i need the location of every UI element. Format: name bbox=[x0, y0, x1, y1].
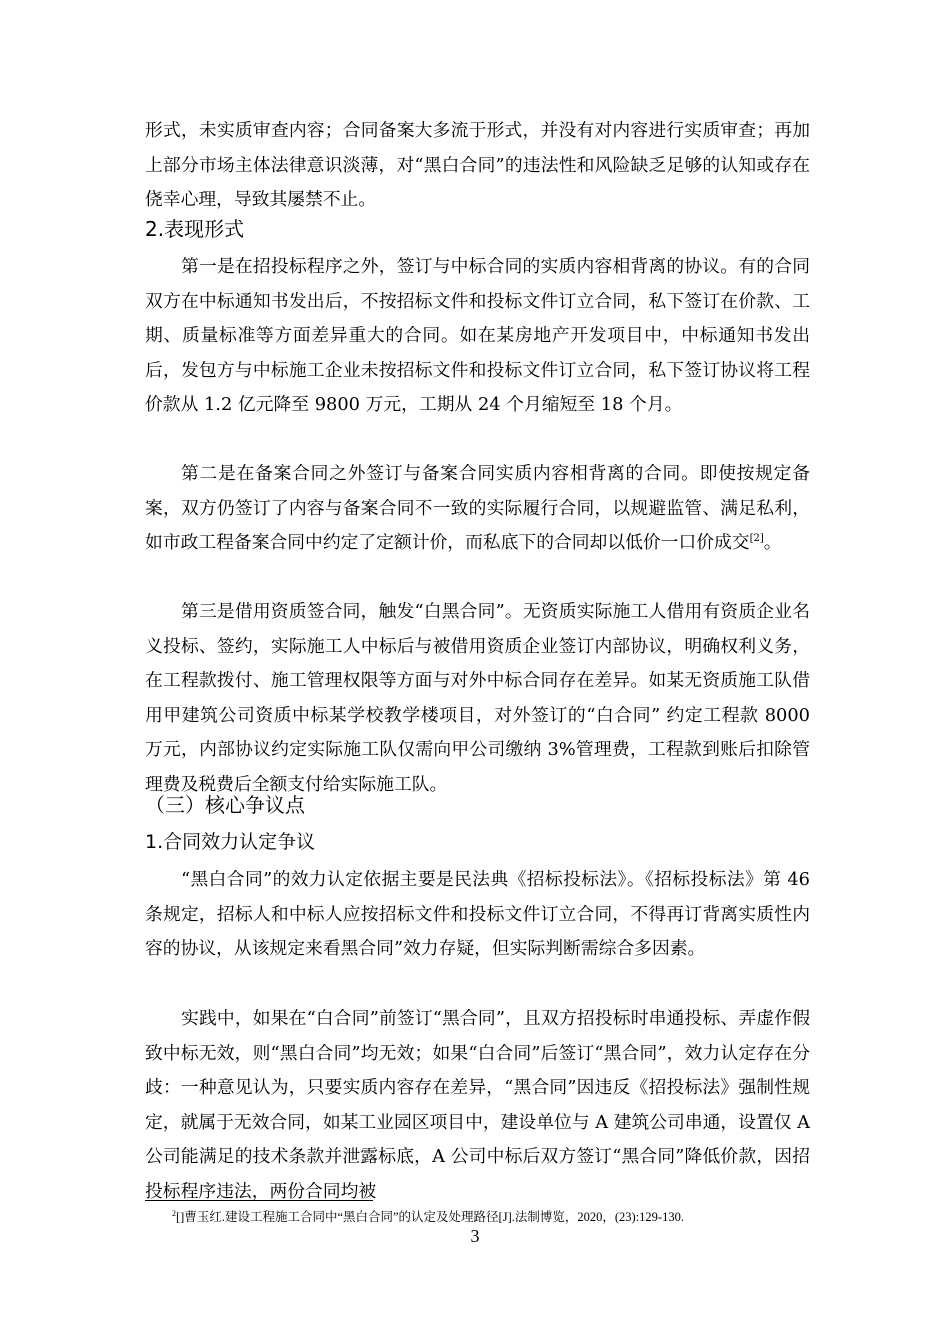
paragraph-practice: 实践中，如果在“白合同”前签订“黑合同”，且双方招投标时串通投标、弄虚作假致中标无效，则“黑白合同”均无效；如果“白合同”后签订“黑合同”，效力认定存在分歧：一种意见认为，只要实质内容存在差异，“黑合同”因违反《招投标法》强制性规定，就属于无效合同，如某工业园区项目中，建设单位与 A 建筑公司串通，设置仅 A 公司能满足的技术条款并泄露标底，A 公司中标后双方签订“黑合同”降低价款，因招投标程序违法，两份合同均被 bbox=[145, 1008, 810, 1202]
paragraph-form-two bbox=[145, 457, 810, 561]
subsection-heading-validity: 1.合同效力认定争议 bbox=[145, 831, 316, 853]
paragraph-form-three: 第三是借用资质签合同，触发“白黑合同”。无资质实际施工人借用有资质企业名义投标、签约，实际施工人中标后与被借用资质企业签订内部协议，明确权利义务，在工程款拨付、施工管理权限等方面与对外中标合同存在差异。如某无资质施工队借用甲建筑公司资质中标某学校教学楼项目，对外签订的“白合同” 约定工程款 8000 万元，内部协议约定实际施工队仅需向甲公司缴纳 3%管理费，工程款到账后扣除管理费及税费后全额支付给实际施工队。 bbox=[145, 601, 810, 795]
citation-ref: [2] bbox=[749, 533, 764, 545]
page-number: 3 bbox=[470, 1226, 480, 1246]
section-heading-core-disputes: （三）核心争议点 bbox=[145, 793, 305, 817]
paragraph-validity-basis: “黑白合同”的效力认定依据主要是民法典《招标投标法》。《招标投标法》第 46 条规定，招标人和中标人应按招标文件和投标文件订立合同，不得再订背离实质性内容的协议，从该规定来看黑合同”效力存疑，但实际判断需综合多因素。 bbox=[145, 869, 810, 959]
paragraph-form-one: 第一是在招投标程序之外，签订与中标合同的实质内容相背离的协议。有的合同双方在中标通知书发出后，不按招标文件和投标文件订立合同，私下签订在价款、工期、质量标准等方面差异重大的合同。如在某房地产开发项目中，中标通知书发出后，发包方与中标施工企业未按招标文件和投标文件订立合同，私下签订协议将工程价款从 1.2 亿元降至 9800 万元，工期从 24 个月缩短至 18 个月。 bbox=[145, 256, 810, 415]
section-heading-forms: 2.表现形式 bbox=[145, 217, 245, 241]
footnote-separator bbox=[145, 1200, 373, 1201]
paragraph-continued: 形式，未实质审查内容；合同备案大多流于形式，并没有对内容进行实质审查；再加上部分市场主体法律意识淡薄，对“黑白合同”的违法性和风险缺乏足够的认知或存在侥幸心理，导致其屡禁不止。 bbox=[145, 120, 810, 210]
footnote-text: []曹玉红.建设工程施工合同中“黑白合同”的认定及处理路径[J].法制博览，2020，(23):129-130. bbox=[176, 1210, 684, 1224]
footnote bbox=[172, 1209, 812, 1225]
footnote-mark: 2 bbox=[172, 1208, 176, 1218]
paragraph-form-two-end: 。 bbox=[763, 532, 782, 553]
paragraph-form-two-text: 第二是在备案合同之外签订与备案合同实质内容相背离的合同。即使按规定备案，双方仍签订了内容与备案合同不一致的实际履行合同，以规避监管、满足私利，如市政工程备案合同中约定了定额计价，而私底下的合同却以低价一口价成交 bbox=[145, 463, 810, 553]
